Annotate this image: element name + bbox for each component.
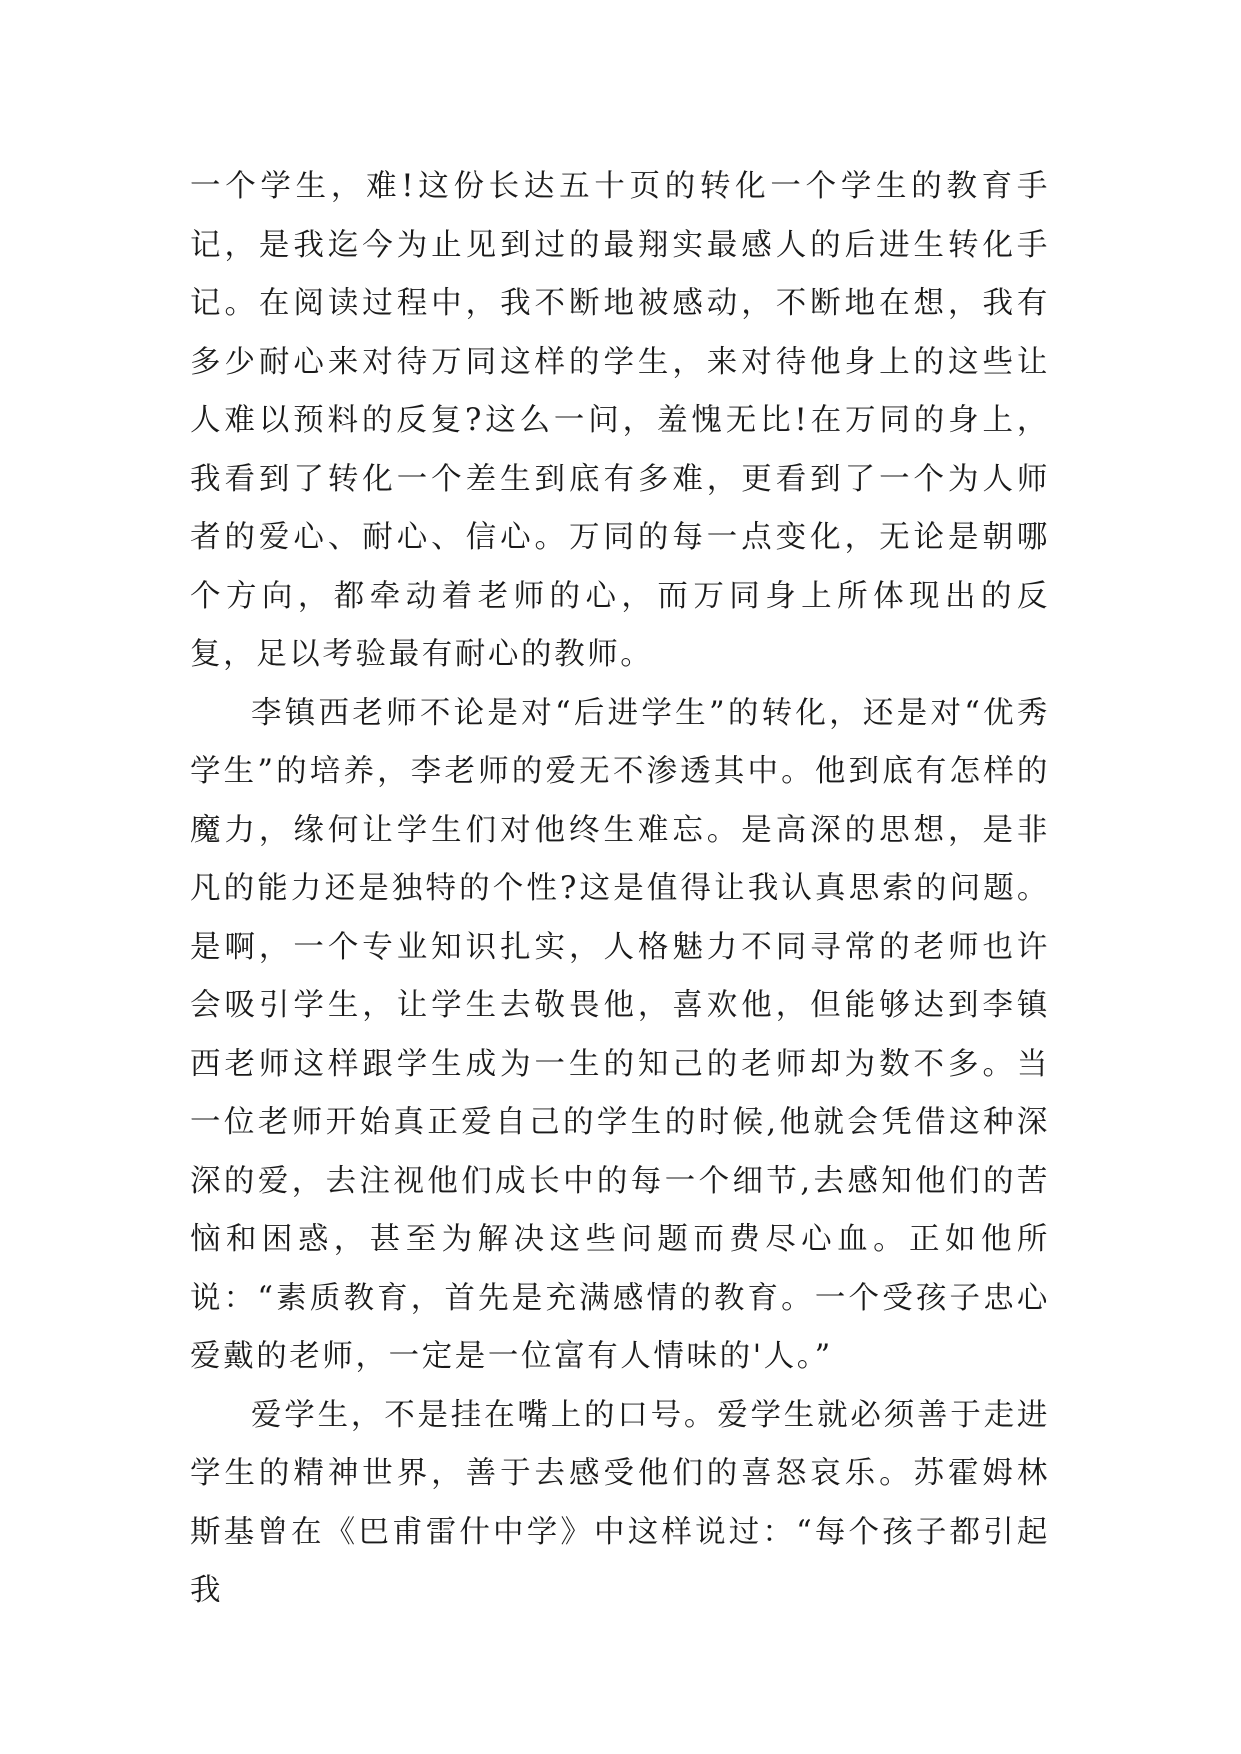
paragraph-2: 李镇西老师不论是对“后进学生”的转化，还是对“优秀学生”的培养，李老师的爱无不渗透其中。他到底有怎样的魔力，缘何让学生们对他终生难忘。是高深的思想，是非凡的能力还是独特的个性?这是值得让我认真思索的问题。是啊，一个专业知识扎实，人格魅力不同寻常的老师也许会吸引学生，让学生去敬畏他，喜欢他，但能够达到李镇西老师这样跟学生成为一生的知己的老师却为数不多。当一位老师开始真正爱自己的学生的时候,他就会凭借这种深深的爱，去注视他们成长中的每一个细节,去感知他们的苦恼和困惑，甚至为解决这些问题而费尽心血。正如他所说：“素质教育，首先是充满感情的教育。一个受孩子忠心爱戴的老师，一定是一位富有人情味的'人。” bbox=[190, 695, 1050, 1374]
paragraph-3: 爱学生，不是挂在嘴上的口号。爱学生就必须善于走进学生的精神世界，善于去感受他们的喜怒哀乐。苏霍姆林斯基曾在《巴甫雷什中学》中这样说过：“每个孩子都引起我 bbox=[190, 1397, 1050, 1608]
body-text bbox=[190, 158, 1050, 1621]
paragraph-1: 一个学生，难!这份长达五十页的转化一个学生的教育手记，是我迄今为止见到过的最翔实最感人的后进生转化手记。在阅读过程中，我不断地被感动，不断地在想，我有多少耐心来对待万同这样的学生，来对待他身上的这些让人难以预料的反复?这么一问，羞愧无比!在万同的身上，我看到了转化一个差生到底有多难，更看到了一个为人师者的爱心、耐心、信心。万同的每一点变化，无论是朝哪个方向，都牵动着老师的心，而万同身上所体现出的反复，足以考验最有耐心的教师。 bbox=[190, 169, 1050, 672]
